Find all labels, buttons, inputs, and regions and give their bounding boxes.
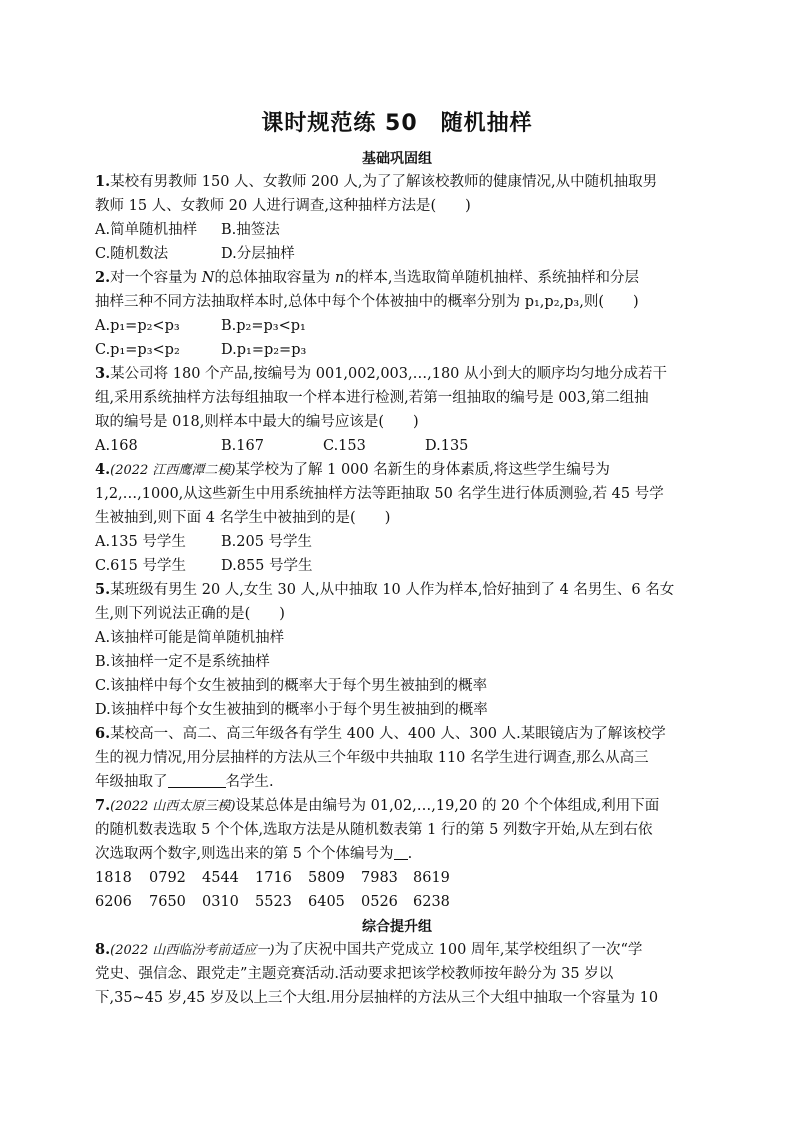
q2-number: 2. (95, 269, 111, 286)
q3-option-d: D.135 (425, 438, 469, 454)
q4-option-d: D.855 号学生 (221, 558, 313, 574)
q1-option-d: D.分层抽样 (221, 246, 295, 262)
random-table-cell: 0310 (202, 894, 239, 910)
random-table-cell: 7983 (361, 870, 398, 886)
q4-number: 4. (95, 461, 111, 478)
random-table-row-2 (95, 890, 715, 914)
q4-line-2: 1,2,…,1000,从这些新生中用系统抽样方法等距抽取 50 名学生进行体质测验,若 45 号学 (95, 486, 664, 502)
q8-line-2: 党史、强信念、跟党走”主题竞赛活动.活动要求把该学校教师按年龄分为 35 岁以 (95, 966, 614, 982)
q7-line-3: 次选取两个数字,则选出来的第 5 个个体编号为 . (95, 846, 413, 862)
q5-option-a: A.该抽样可能是简单随机抽样 (95, 630, 285, 646)
q6-answer-blank[interactable] (168, 772, 226, 788)
q4-options-row-1 (95, 530, 715, 554)
q4-line-3: 生被抽到,则下面 4 名学生中被抽到的是( ) (95, 510, 391, 526)
q5-option-d: D.该抽样中每个女生被抽到的概率小于每个男生被抽到的概率 (95, 702, 488, 718)
q2-option-c: C.p₁=p₃<p₂ (95, 342, 180, 358)
q7-answer-blank[interactable] (394, 844, 408, 860)
random-table-row-1 (95, 866, 715, 890)
random-table-cell: 8619 (413, 870, 450, 886)
q2-options-row-2 (95, 338, 715, 362)
q1-number: 1. (95, 173, 111, 190)
q1-option-b: B.抽签法 (221, 222, 280, 238)
q6-line-3: 年级抽取了 名学生. (95, 774, 274, 790)
random-table-cell: 1716 (255, 870, 292, 886)
random-table-cell: 4544 (202, 870, 239, 886)
page-title: 课时规范练 50 随机抽样 (261, 111, 533, 136)
q3-line-2: 组,采用系统抽样方法每组抽取一个样本进行检测,若第一组抽取的编号是 003,第二组抽 (95, 390, 649, 406)
q6-line-2: 生的视力情况,用分层抽样的方法从三个年级中共抽取 110 名学生进行调查,那么从高三 (95, 750, 649, 766)
q3-number: 3. (95, 365, 111, 382)
q5-line-2: 生,则下列说法正确的是( ) (95, 606, 285, 622)
q2-option-a: A.p₁=p₂<p₃ (95, 318, 180, 334)
q4-source: (2022 江西鹰潭二模) (110, 463, 236, 478)
section-advanced: 综合提升组 (362, 919, 432, 935)
q5-line-1: 5.某班级有男生 20 人,女生 30 人,从中抽取 10 人作为样本,恰好抽到了 4 名男生、6 名女 (95, 581, 675, 598)
q2-line-1: 2.对一个容量为 N的总体抽取容量为 n的样本,当选取简单随机抽样、系统抽样和分层 (95, 269, 639, 286)
q4-option-b: B.205 号学生 (221, 534, 313, 550)
random-table-cell: 6405 (308, 894, 345, 910)
random-table-cell: 5523 (255, 894, 292, 910)
random-table-cell: 0526 (361, 894, 398, 910)
q3-option-c: C.153 (323, 438, 366, 454)
q7-line-1: 7.(2022 山西太原三模)设某总体是由编号为 01,02,…,19,20 的 20 个个体组成,利用下面 (95, 797, 660, 814)
q1-options-row-1 (95, 218, 715, 242)
q4-line-1: 4.(2022 江西鹰潭二模)某学校为了解 1 000 名新生的身体素质,将这些学生编号为 (95, 461, 610, 478)
q7-source: (2022 山西太原三模) (110, 799, 236, 814)
q2-option-b: B.p₂=p₃<p₁ (221, 318, 306, 334)
random-table-cell: 6206 (95, 894, 132, 910)
random-table-cell: 0792 (149, 870, 186, 886)
q3-line-3: 取的编号是 018,则样本中最大的编号应该是( ) (95, 414, 419, 430)
q4-option-c: C.615 号学生 (95, 558, 186, 574)
q6-line-1: 6.某校高一、高二、高三年级各有学生 400 人、400 人、300 人.某眼镜店为了解该校学 (95, 725, 666, 742)
random-table-cell: 5809 (308, 870, 345, 886)
q2-line-2: 抽样三种不同方法抽取样本时,总体中每个个体被抽中的概率分别为 p₁,p₂,p₃,则( ) (95, 294, 639, 310)
q5-number: 5. (95, 581, 111, 598)
q7-number: 7. (95, 797, 111, 814)
q1-line-2: 教师 15 人、女教师 20 人进行调查,这种抽样方法是( ) (95, 198, 471, 214)
q4-option-a: A.135 号学生 (95, 534, 186, 550)
q7-line-2: 的随机数表选取 5 个个体,选取方法是从随机数表第 1 行的第 5 列数字开始,从左到右依 (95, 822, 653, 838)
q3-option-b: B.167 (221, 438, 264, 454)
q8-number: 8. (95, 941, 111, 958)
q4-options-row-2 (95, 554, 715, 578)
q3-options (95, 434, 715, 458)
random-table-cell: 7650 (149, 894, 186, 910)
random-table-cell: 6238 (413, 894, 450, 910)
q2-option-d: D.p₁=p₂=p₃ (221, 342, 307, 358)
q1-options-row-2 (95, 242, 715, 266)
q3-line-1: 3.某公司将 180 个产品,按编号为 001,002,003,…,180 从小到大的顺序均匀地分成若干 (95, 365, 668, 382)
q1-option-a: A.简单随机抽样 (95, 222, 198, 238)
q2-options-row-1 (95, 314, 715, 338)
q5-option-b: B.该抽样一定不是系统抽样 (95, 654, 270, 670)
q1-option-c: C.随机数法 (95, 246, 169, 262)
q8-line-1: 8.(2022 山西临汾考前适应一)为了庆祝中国共产党成立 100 周年,某学校组织了一次“学 (95, 941, 643, 958)
random-table-cell: 1818 (95, 870, 132, 886)
q8-line-3: 下,35~45 岁,45 岁及以上三个大组.用分层抽样的方法从三个大组中抽取一个容量为 10 (95, 990, 659, 1006)
q8-source: (2022 山西临汾考前适应一) (110, 943, 275, 958)
q5-option-c: C.该抽样中每个女生被抽到的概率大于每个男生被抽到的概率 (95, 678, 488, 694)
q3-option-a: A.168 (95, 438, 138, 454)
section-basic: 基础巩固组 (362, 151, 432, 167)
q6-number: 6. (95, 725, 111, 742)
q1-line-1: 1.某校有男教师 150 人、女教师 200 人,为了了解该校教师的健康情况,从中随机抽取男 (95, 173, 658, 190)
